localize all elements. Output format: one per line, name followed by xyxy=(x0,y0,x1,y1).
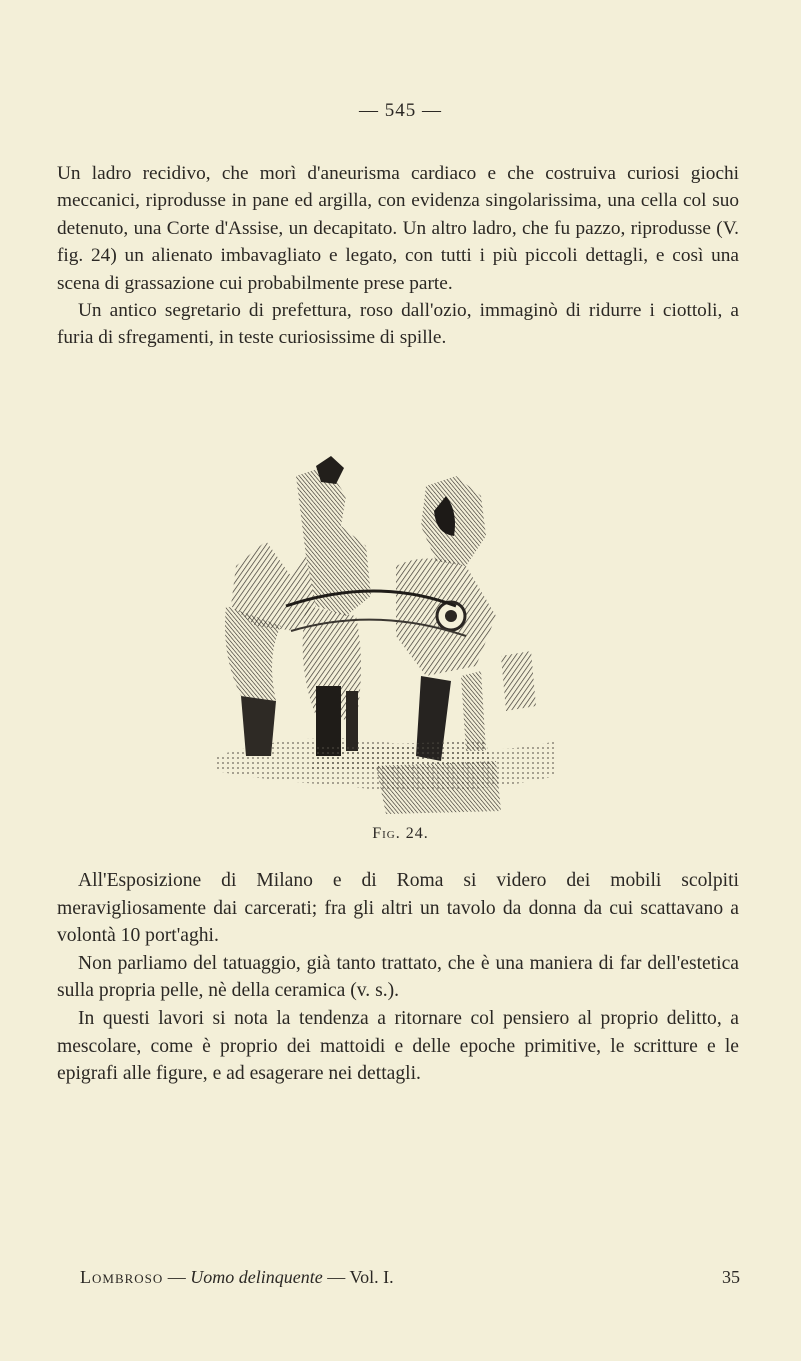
footer-separator: — xyxy=(322,1267,350,1287)
page-footer xyxy=(80,1267,740,1288)
figure-engraving xyxy=(196,456,586,816)
figure-caption: Fig. 24. xyxy=(372,825,429,842)
paragraph: In questi lavori si nota la tendenza a ritornare col pensiero al proprio delitto, a mescolare, come è proprio dei mattoidi e delle epoche primitive, le scritture e le epigrafi alle figure, e ad esagerare nei dettagli. xyxy=(57,1007,739,1085)
figure-illustration xyxy=(196,456,586,816)
paragraph: All'Esposizione di Milano e di Roma si videro dei mobili scolpiti meravigliosamente dai carcerati; fra gli altri un tavolo da donna da cui scattavano a volontà 10 port'aghi. xyxy=(57,870,739,947)
top-text-block xyxy=(57,160,739,352)
footer-separator: — xyxy=(163,1267,191,1287)
paragraph: Un ladro recidivo, che morì d'aneurisma cardiaco e che costruiva curiosi giochi meccanici, riprodusse in pane ed argilla, con evidenza singolarissima, una cella col suo detenuto, una Corte d'Assise, un decapitato. Un altro ladro, che fu pazzo, riprodusse (V. fig. 24) un alienato imbavagliato e legato, con tutti i più piccoli dettagli, e così una scena di grassazione cui probabilmente prese parte. xyxy=(57,163,739,294)
footer-signature-mark: 35 xyxy=(722,1267,740,1287)
footer-author: Lombroso xyxy=(80,1267,164,1287)
paragraph: Un antico segretario di prefettura, roso dall'ozio, immaginò di ridurre i ciottoli, a furia di sfregamenti, in teste curiosissime di spille. xyxy=(57,300,739,349)
footer-signature xyxy=(80,1267,394,1288)
paragraph: Non parliamo del tatuaggio, già tanto trattato, che è una maniera di far dell'estetica sulla propria pelle, nè della ceramica (v. s.). xyxy=(57,952,739,1002)
page-number: — 545 — xyxy=(359,100,442,121)
bottom-text-block xyxy=(57,867,739,1088)
footer-work-title: Uomo delinquente xyxy=(190,1267,323,1287)
footer-volume: Vol. I. xyxy=(349,1267,394,1287)
